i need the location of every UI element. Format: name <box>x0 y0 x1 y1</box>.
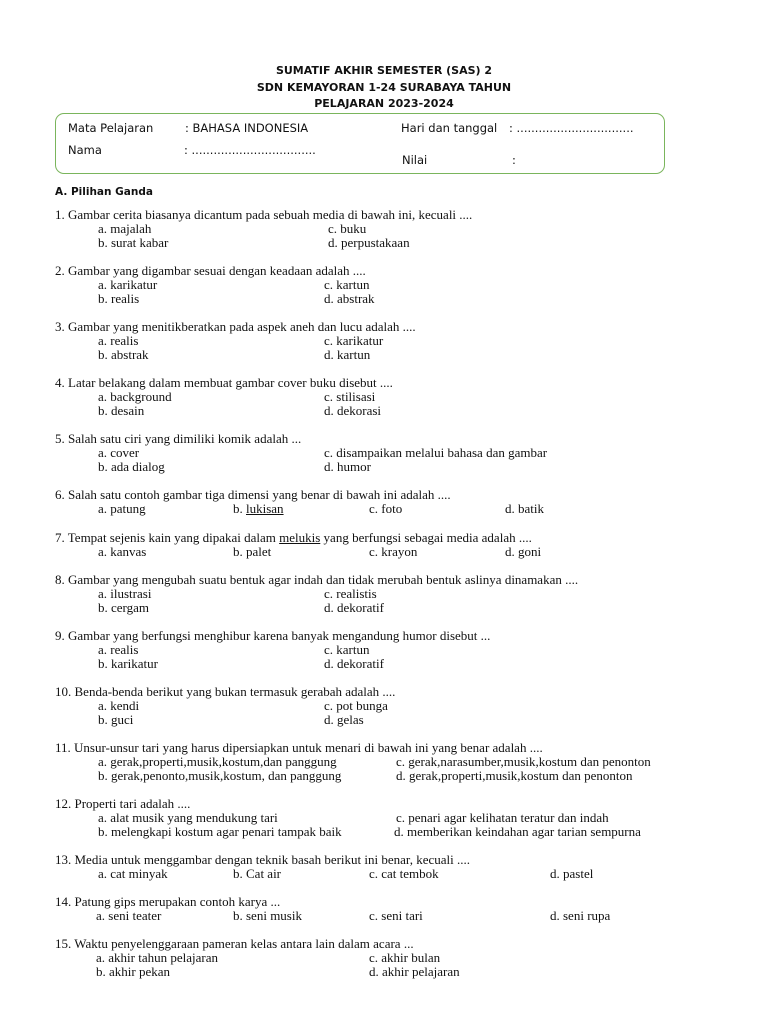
subject-value: : BAHASA INDONESIA <box>185 121 309 135</box>
option-5d[interactable]: d. humor <box>324 459 371 474</box>
option-11d[interactable]: d. gerak,properti,musik,kostum dan penonton <box>396 768 633 783</box>
option-4d[interactable]: d. dekorasi <box>324 403 382 418</box>
question-4: 4. Latar belakang dalam membuat gambar cover buku disebut .... <box>55 375 393 390</box>
option-11b[interactable]: b. gerak,penonto,musik,kostum, dan panggung <box>98 768 342 783</box>
option-5c[interactable]: c. disampaikan melalui bahasa dan gambar <box>324 445 548 460</box>
option-10c[interactable]: c. pot bunga <box>324 698 388 713</box>
option-4a[interactable]: a. background <box>98 389 172 404</box>
question-15: 15. Waktu penyelenggaraan pameran kelas antara lain dalam acara ... <box>55 936 414 951</box>
option-7d[interactable]: d. goni <box>505 544 542 559</box>
question-7-part1: 7. Tempat sejenis kain yang dipakai dalam <box>55 530 280 545</box>
option-7b[interactable]: b. palet <box>233 544 272 559</box>
score-field[interactable]: : <box>512 153 516 167</box>
option-12b[interactable]: b. melengkapi kostum agar penari tampak baik <box>98 824 342 839</box>
option-3b[interactable]: b. abstrak <box>98 347 149 362</box>
option-5b[interactable]: b. ada dialog <box>98 459 165 474</box>
question-14: 14. Patung gips merupakan contoh karya ... <box>55 894 281 909</box>
question-13: 13. Media untuk menggambar dengan teknik basah berikut ini benar, kecuali .... <box>55 852 470 867</box>
option-9d[interactable]: d. dekoratif <box>324 656 384 671</box>
option-14a[interactable]: a. seni teater <box>96 908 162 923</box>
option-14d[interactable]: d. seni rupa <box>550 908 611 923</box>
name-field[interactable]: : .................................. <box>184 143 316 157</box>
option-8d[interactable]: d. dekoratif <box>324 600 384 615</box>
question-10: 10. Benda-benda berikut yang bukan termasuk gerabah adalah .... <box>55 684 396 699</box>
option-13a[interactable]: a. cat minyak <box>98 866 168 881</box>
option-11c[interactable]: c. gerak,narasumber,musik,kostum dan penonton <box>396 754 651 769</box>
option-3c[interactable]: c. karikatur <box>324 333 384 348</box>
option-15c[interactable]: c. akhir bulan <box>369 950 441 965</box>
question-1: 1. Gambar cerita biasanya dicantum pada sebuah media di bawah ini, kecuali .... <box>55 207 473 222</box>
option-13c[interactable]: c. cat tembok <box>369 866 439 881</box>
school-name: SDN KEMAYORAN 1-24 SURABAYA TAHUN <box>256 81 512 94</box>
question-11: 11. Unsur-unsur tari yang harus dipersiapkan untuk menari di bawah ini yang benar adalah .... <box>55 740 543 755</box>
option-10a[interactable]: a. kendi <box>98 698 140 713</box>
option-12d[interactable]: d. memberikan keindahan agar tarian sempurna <box>394 824 641 839</box>
option-2c[interactable]: c. kartun <box>324 277 370 292</box>
option-9b[interactable]: b. karikatur <box>98 656 158 671</box>
day-date-label: Hari dan tanggal <box>401 121 498 135</box>
option-4b[interactable]: b. desain <box>98 403 145 418</box>
option-7a[interactable]: a. kanvas <box>98 544 147 559</box>
option-14b[interactable]: b. seni musik <box>233 908 302 923</box>
option-1c[interactable]: c. buku <box>328 221 367 236</box>
option-1b[interactable]: b. surat kabar <box>98 235 169 250</box>
option-6b-letter: b. <box>233 501 243 516</box>
option-1d[interactable]: d. perpustakaan <box>328 235 410 250</box>
option-5a[interactable]: a. cover <box>98 445 140 460</box>
option-6b[interactable] <box>233 502 284 516</box>
option-11a[interactable]: a. gerak,properti,musik,kostum,dan panggung <box>98 754 337 769</box>
question-7-underlined: melukis <box>279 530 321 545</box>
question-12: 12. Properti tari adalah .... <box>55 796 191 811</box>
subject-label: Mata Pelajaran <box>68 121 154 135</box>
option-2a[interactable]: a. karikatur <box>98 277 158 292</box>
question-7 <box>55 531 532 545</box>
option-2b[interactable]: b. realis <box>98 291 140 306</box>
option-3a[interactable]: a. realis <box>98 333 139 348</box>
question-6: 6. Salah satu contoh gambar tiga dimensi yang benar di bawah ini adalah .... <box>55 487 451 502</box>
option-6d[interactable]: d. batik <box>505 501 544 516</box>
option-4c[interactable]: c. stilisasi <box>324 389 376 404</box>
day-date-field[interactable]: : ................................ <box>509 121 634 135</box>
option-10b[interactable]: b. guci <box>98 712 134 727</box>
option-6a[interactable]: a. patung <box>98 501 146 516</box>
option-6c[interactable]: c. foto <box>369 501 403 516</box>
option-15a[interactable]: a. akhir tahun pelajaran <box>96 950 218 965</box>
score-label: Nilai <box>402 153 428 167</box>
option-13d[interactable]: d. pastel <box>550 866 594 881</box>
section-title: A. Pilihan Ganda <box>55 186 153 198</box>
option-3d[interactable]: d. kartun <box>324 347 371 362</box>
option-12c[interactable]: c. penari agar kelihatan teratur dan indah <box>396 810 609 825</box>
exam-title: SUMATIF AKHIR SEMESTER (SAS) 2 <box>275 64 493 77</box>
option-7c[interactable]: c. krayon <box>369 544 418 559</box>
option-13b[interactable]: b. Cat air <box>233 866 282 881</box>
academic-year: PELAJARAN 2023-2024 <box>314 97 454 110</box>
name-label: Nama <box>68 143 102 157</box>
option-6b-text: lukisan <box>246 501 284 516</box>
question-9: 9. Gambar yang berfungsi menghibur karena banyak mengandung humor disebut ... <box>55 628 491 643</box>
option-15d[interactable]: d. akhir pelajaran <box>369 964 460 979</box>
option-2d[interactable]: d. abstrak <box>324 291 375 306</box>
question-2: 2. Gambar yang digambar sesuai dengan keadaan adalah .... <box>55 263 366 278</box>
question-5: 5. Salah satu ciri yang dimiliki komik adalah ... <box>55 431 302 446</box>
question-7-part2: yang berfungsi sebagai media adalah .... <box>320 530 532 545</box>
question-8: 8. Gambar yang mengubah suatu bentuk agar indah dan tidak merubah bentuk aslinya dinamakan .... <box>55 572 579 587</box>
question-3: 3. Gambar yang menitikberatkan pada aspek aneh dan lucu adalah .... <box>55 319 416 334</box>
option-9a[interactable]: a. realis <box>98 642 139 657</box>
option-8c[interactable]: c. realistis <box>324 586 377 601</box>
option-14c[interactable]: c. seni tari <box>369 908 423 923</box>
option-8b[interactable]: b. cergam <box>98 600 150 615</box>
option-1a[interactable]: a. majalah <box>98 221 152 236</box>
option-10d[interactable]: d. gelas <box>324 712 364 727</box>
option-9c[interactable]: c. kartun <box>324 642 370 657</box>
option-15b[interactable]: b. akhir pekan <box>96 964 171 979</box>
option-8a[interactable]: a. ilustrasi <box>98 586 152 601</box>
option-12a[interactable]: a. alat musik yang mendukung tari <box>98 810 278 825</box>
